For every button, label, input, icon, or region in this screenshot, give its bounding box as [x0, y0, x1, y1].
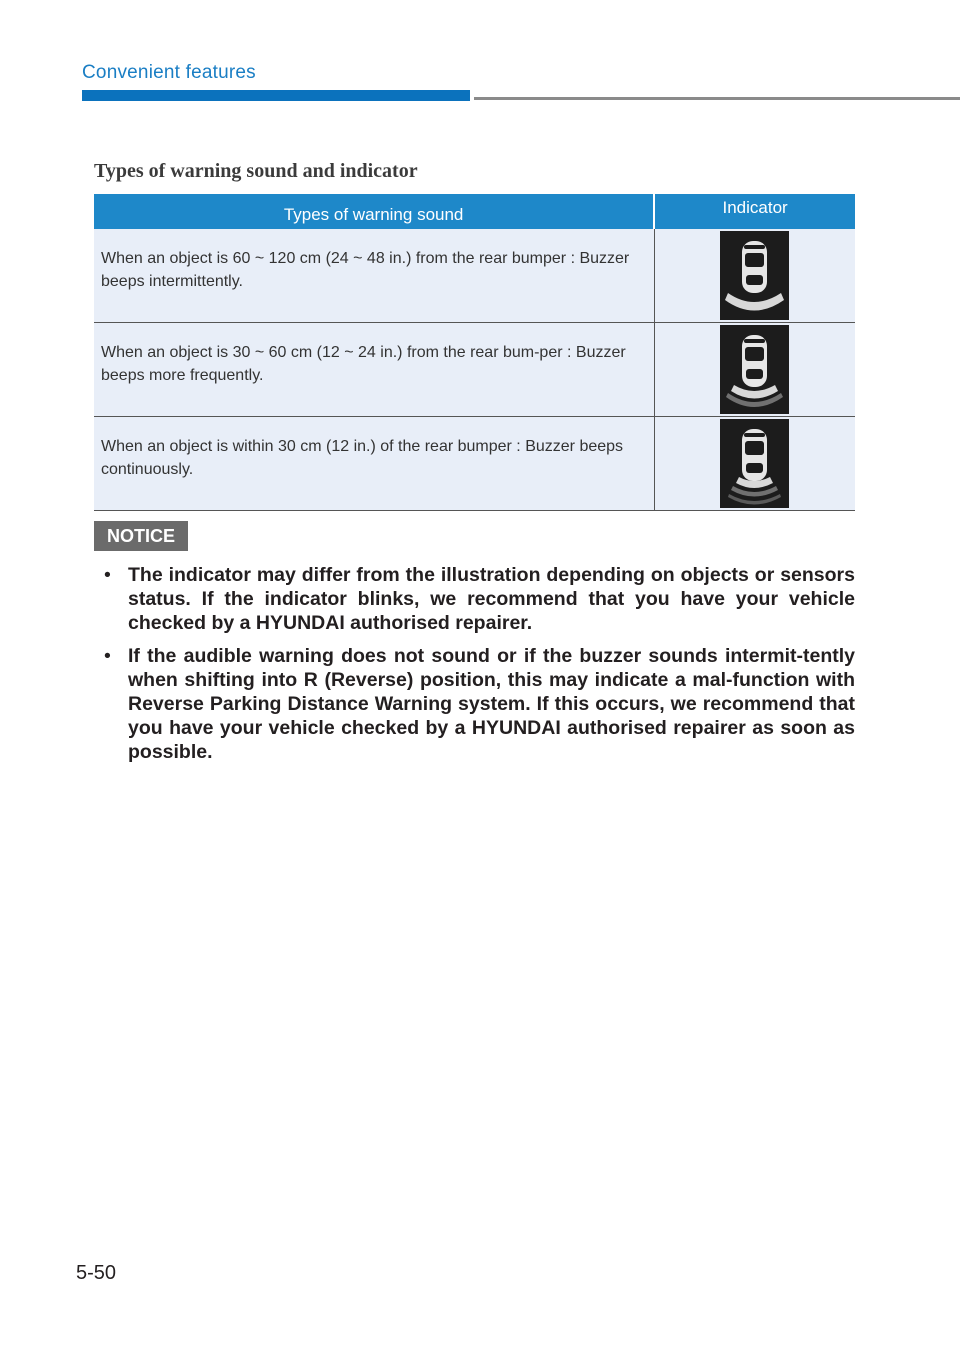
- column-header-sound: Types of warning sound: [94, 194, 654, 229]
- warning-description: When an object is within 30 cm (12 in.) of the rear bumper : Buzzer beeps continuously.: [94, 417, 654, 511]
- header-rule-gray: [474, 97, 960, 100]
- notice-text: The indicator may differ from the illustration depending on objects or sensors status. If the indicator blinks, we recommend that you have your vehicle checked by a HYUNDAI authorised repairer.: [128, 564, 855, 634]
- table-header-row: [94, 194, 855, 229]
- notice-list: [100, 563, 855, 773]
- warning-types-table: [94, 194, 855, 511]
- list-item: [100, 563, 855, 635]
- table-row: [94, 323, 855, 417]
- table-row: [94, 229, 855, 323]
- rear-sensor-mid-icon: [720, 325, 789, 414]
- page-number: 5-50: [76, 1262, 117, 1284]
- section-header: Convenient features: [82, 62, 256, 83]
- warning-description: When an object is 30 ~ 60 cm (12 ~ 24 in.) from the rear bum-per : Buzzer beeps more frequently.: [94, 323, 654, 417]
- list-item: [100, 644, 855, 764]
- notice-label: NOTICE: [94, 521, 188, 551]
- column-header-indicator: Indicator: [654, 194, 855, 229]
- rear-sensor-far-icon: [720, 231, 789, 320]
- notice-text: If the audible warning does not sound or if the buzzer sounds intermit-tently when shifting into R (Reverse) position, this may indicate a mal-function with Reverse Parking Distance Warning system. If this occurs, we recommend that you have your vehicle checked by a HYUNDAI authorised repairer as soon as possible.: [128, 645, 855, 763]
- bullet-icon: •: [104, 645, 111, 667]
- rear-sensor-near-icon: [720, 419, 789, 508]
- header-rule-accent: [82, 90, 470, 101]
- table-row: [94, 417, 855, 511]
- warning-description: When an object is 60 ~ 120 cm (24 ~ 48 in.) from the rear bumper : Buzzer beeps intermittently.: [94, 229, 654, 323]
- page-title: Types of warning sound and indicator: [94, 160, 418, 182]
- bullet-icon: •: [104, 564, 111, 586]
